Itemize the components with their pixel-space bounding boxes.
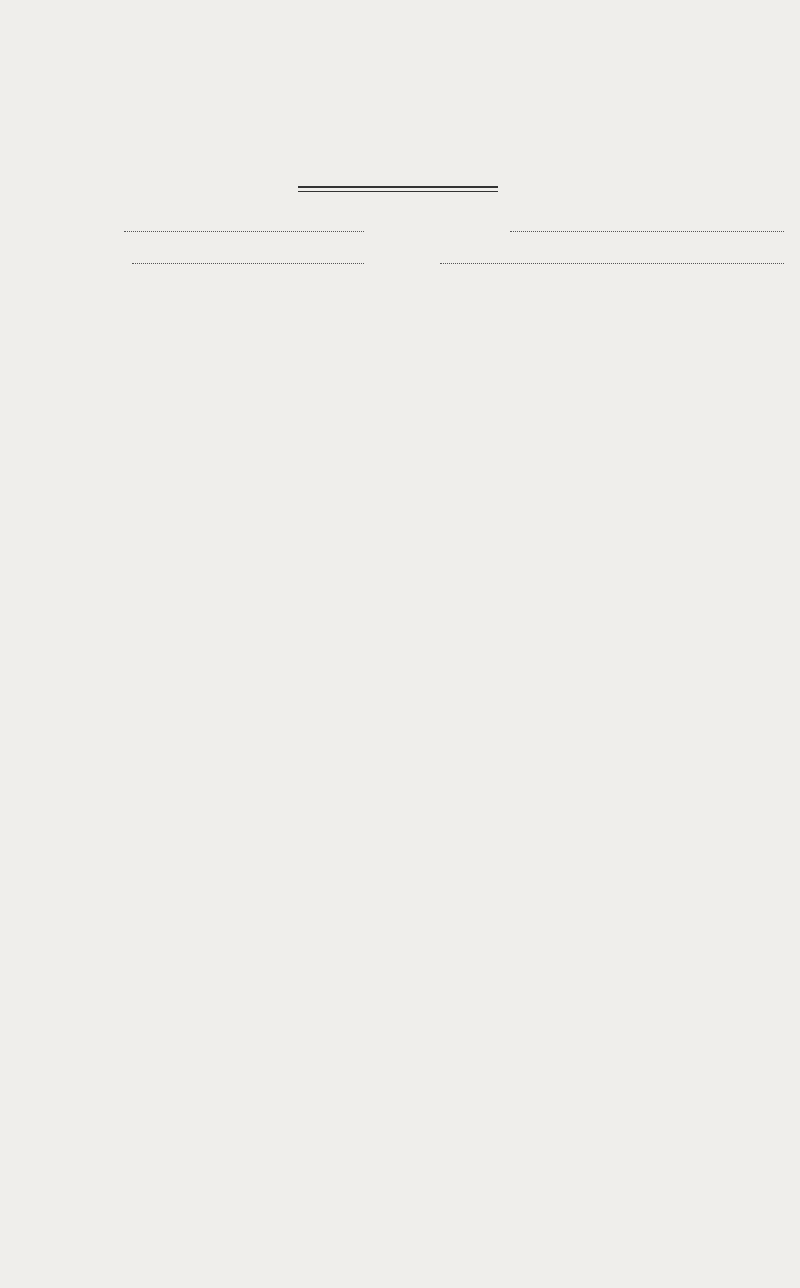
- title-rule-bottom: [298, 191, 498, 192]
- name-field[interactable]: [124, 231, 364, 232]
- title-rule-top: [298, 186, 498, 188]
- address-field[interactable]: [132, 263, 364, 264]
- dob-field[interactable]: [510, 231, 784, 232]
- school-field[interactable]: [440, 263, 784, 264]
